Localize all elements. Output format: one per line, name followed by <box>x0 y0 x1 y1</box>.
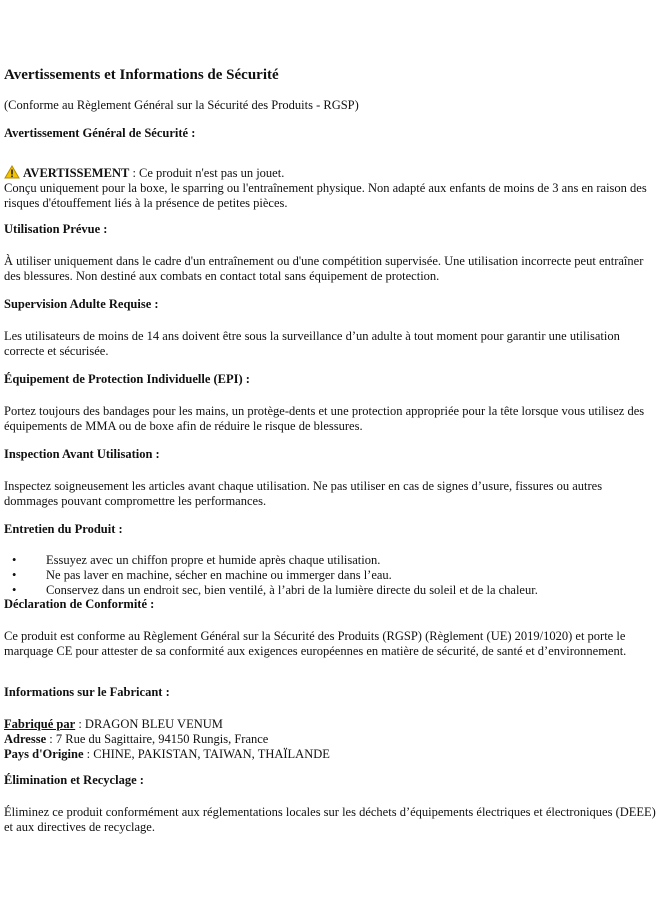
made-by-row <box>4 717 656 732</box>
disposal-text: Éliminez ce produit conformément aux réglementations locales sur les déchets d’équipements électriques et électroniques (DEEE) et aux directives de recyclage. <box>4 805 656 834</box>
ppe-text: Portez toujours des bandages pour les mains, un protège-dents et une protection appropriée pour la tête lorsque vous utilisez des équipements de MMA ou de boxe afin de réduire le risque de blessures. <box>4 404 645 433</box>
intended-use-text: À utiliser uniquement dans le cadre d'un entraînement ou d'une compétition supervisée. Une utilisation incorrecte peut entraîner des blessures. Non destiné aux combats en contact total sans équipement de protection. <box>4 254 644 283</box>
origin-label: Pays d'Origine <box>4 747 84 761</box>
intended-use-heading: Utilisation Prévue : <box>4 222 108 236</box>
adult-supervision-text: Les utilisateurs de moins de 14 ans doivent être sous la surveillance d’un adulte à tout moment pour garantir une utilisation correcte et sécurisée. <box>4 329 620 358</box>
inspection-text: Inspectez soigneusement les articles avant chaque utilisation. Ne pas utiliser en cas de signes d’usure, fissures ou autres dommages pouvant compromettre les performances. <box>4 479 603 508</box>
warning-triangle-icon <box>4 165 20 179</box>
made-by-value: : DRAGON BLEU VENUM <box>75 717 223 731</box>
list-item: • Conservez dans un endroit sec, bien ventilé, à l’abri de la lumière directe du soleil et de la chaleur. <box>12 583 538 597</box>
warning-label: AVERTISSEMENT <box>23 166 130 180</box>
inspection-heading: Inspection Avant Utilisation : <box>4 447 160 461</box>
address-value: : 7 Rue du Sagittaire, 94150 Rungis, France <box>46 732 269 746</box>
manufacturer-details <box>4 717 656 762</box>
address-row <box>4 732 656 747</box>
adult-supervision-heading: Supervision Adulte Requise : <box>4 297 159 311</box>
general-warning-heading: Avertissement Général de Sécurité : <box>4 126 196 140</box>
warning-text: Conçu uniquement pour la boxe, le sparring ou l'entraînement physique. Non adapté aux enfants de moins de 3 ans en raison des risques d'étouffement liés à la présence de petites pièces. <box>4 181 647 210</box>
warning-lead: : Ce produit n'est pas un jouet. <box>129 166 285 180</box>
made-by-label: Fabriqué par <box>4 717 76 731</box>
origin-value: : CHINE, PAKISTAN, TAIWAN, THAÏLANDE <box>83 747 330 761</box>
maintenance-list <box>4 553 656 598</box>
general-warning-block <box>4 165 656 211</box>
maintenance-heading: Entretien du Produit : <box>4 522 123 536</box>
list-item: • Ne pas laver en machine, sécher en machine ou immerger dans l’eau. <box>12 568 392 582</box>
bullet-icon: • <box>12 568 17 582</box>
bullet-icon: • <box>12 583 17 597</box>
list-item: • Essuyez avec un chiffon propre et humide après chaque utilisation. <box>12 553 381 567</box>
address-label: Adresse <box>4 732 47 746</box>
conformity-text: Ce produit est conforme au Règlement Général sur la Sécurité des Produits (RGSP) (Règlement (UE) 2019/1020) et porte le marquage CE pour attester de sa conformité aux exigences européennes en matière de sécurité, de santé et d’environnement. <box>4 629 627 658</box>
disposal-heading: Élimination et Recyclage : <box>4 773 144 787</box>
page-title: Avertissements et Informations de Sécurité <box>4 67 279 83</box>
subtitle: (Conforme au Règlement Général sur la Sécurité des Produits - RGSP) <box>4 98 359 112</box>
manufacturer-heading: Informations sur le Fabricant : <box>4 685 170 699</box>
bullet-icon: • <box>12 553 17 567</box>
ppe-heading: Équipement de Protection Individuelle (EPI) : <box>4 372 250 386</box>
conformity-heading: Déclaration de Conformité : <box>4 597 155 611</box>
origin-row <box>4 747 656 762</box>
